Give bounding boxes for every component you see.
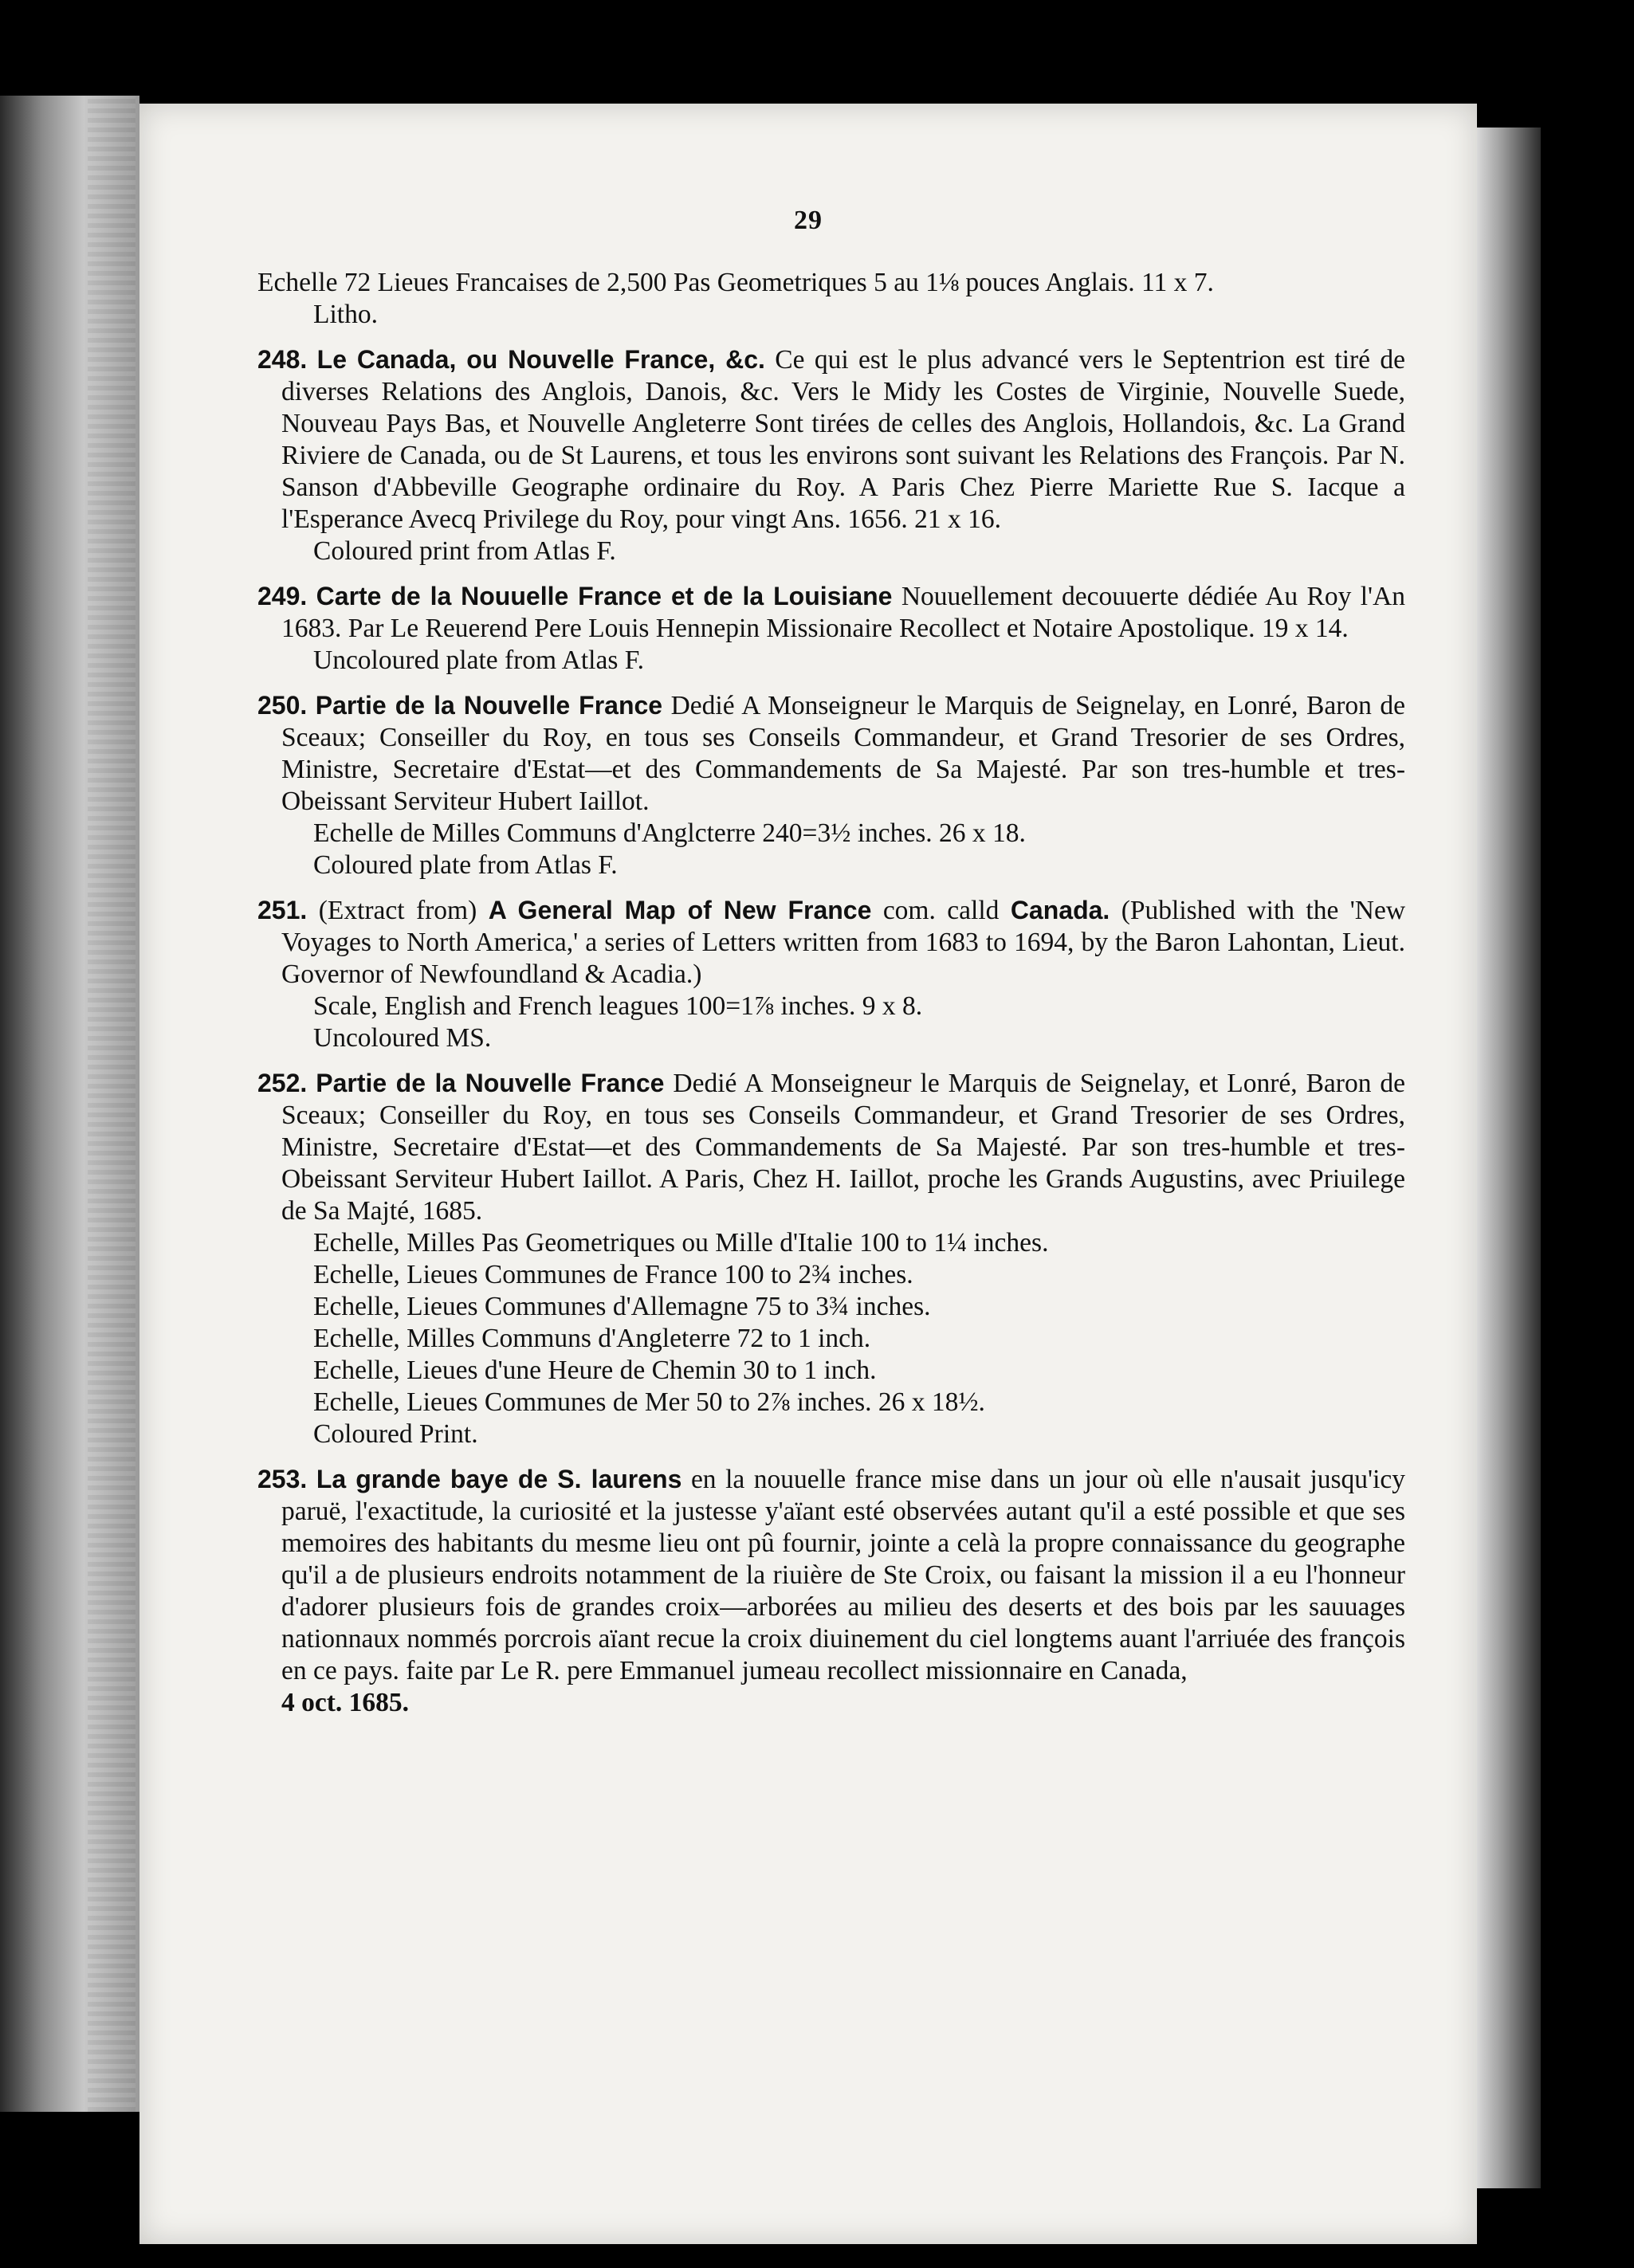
entry-title: Le Canada, ou Nouvelle France, &c. [316,345,765,374]
entry-title: Partie de la Nouvelle France [315,691,663,720]
entry-line: Scale, English and French leagues 100=1⅞ inches. 9 x 8. [313,991,923,1021]
entry-number: 251. [257,896,308,924]
book-page [139,104,1477,2244]
entry-mid: com. calld [882,896,1000,925]
entry-252 [257,1067,1405,1450]
entry-text: Ce qui est le plus advancé vers le Septentrion est tiré de diverses Relations des Anglois, Danois, &c. Vers le Midy les Costes de Virginie, Nouvelle Suede, Nouveau Pays Bas, et Nouvelle Angleterre Sont tirées de celles des Anglois, Hollandois, &c. La Grand Riviere de Canada, ou de St Laurens, et tous les environs sont suivant les Relations des François. Par N. Sanson d'Abbeville Geographe ordinaire du Roy. A Paris Chez Pierre Mariette Rue S. Iacque a l'Esperance Avecq Privilege du Roy, pour vingt Ans. 1656. 21 x 16. [281,345,1406,534]
entry-line: Uncoloured MS. [313,1023,492,1053]
entry-body [257,894,1405,991]
entry-title: Carte de la Nouuelle France et de la Louisiane [316,582,893,610]
entry-date: 4 oct. 1685. [281,1688,410,1717]
entry-line: Coloured print from Atlas F. [313,536,616,566]
entry-body [257,1067,1405,1227]
entry-number: 249. [257,582,308,610]
entry-body [257,580,1405,645]
entry-line: Uncoloured plate from Atlas F. [313,645,645,675]
entry-line: Echelle, Lieues d'une Heure de Chemin 30 to 1 inch. [313,1356,877,1385]
entry-number: 252. [257,1069,308,1097]
entry-text: (Published with the 'New Voyages to North America,' a series of Letters written from 1683 to 1694, by the Baron Lahontan, Lieut. Governor of Newfoundland & Acadia.) [281,896,1406,989]
entry-line: Echelle de Milles Communs d'Anglcterre 240=3½ inches. 26 x 18. [313,818,1026,848]
entry-continuation [257,267,1405,331]
page-number: 29 [794,206,823,235]
entry-body [257,1463,1405,1687]
entry-249 [257,580,1405,677]
entry-line: Echelle, Lieues Communes d'Allemagne 75 to 3¾ inches. [313,1292,931,1321]
entry-251 [257,894,1405,1054]
book-spine-shadow [1477,128,1541,2188]
entry-prefix: (Extract from) [318,896,477,925]
entry-line: Echelle, Lieues Communes de Mer 50 to 2⅞ inches. 26 x 18½. [313,1387,985,1417]
entry-line: Coloured plate from Atlas F. [313,850,618,880]
entry-title: A General Map of New France [488,896,872,924]
left-page-edge [0,96,139,2112]
entry-body [257,689,1405,818]
entry-line: Echelle, Milles Communs d'Angleterre 72 to 1 inch. [313,1324,871,1353]
entry-number: 248. [257,345,308,374]
entry-text: Nouuellement decouuerte dédiée Au Roy l'An 1683. Par Le Reuerend Pere Louis Hennepin Missionaire Recollect et Notaire Apostolique. 19 x 14. [281,582,1406,643]
entry-line: Litho. [313,300,378,329]
entry-title: La grande baye de S. laurens [316,1465,682,1493]
entry-number: 250. [257,691,308,720]
entry-253 [257,1463,1405,1719]
entry-line: Coloured Print. [313,1419,478,1449]
entry-line: Echelle, Lieues Communes de France 100 to 2¾ inches. [313,1260,913,1289]
entry-text: en la nouuelle france mise dans un jour où elle n'ausait jusqu'icy paruë, l'exactitude, la curiosité et la justesse y'aïant esté observées autant qu'il a esté possible et que ses memoires des habitants du mesme lieu ont pû fournir, jointe a celà la propre connaissance du geographe qu'il a de plusieurs endroits notamment de la riuière de Ste Croix, ou faisant la mission il a eu l'honneur d'adorer plusieurs fois de grandes croix—arborées au milieu des deserts et des bois par les sauuages nationnaux nommés porcrois aïant recue la croix diuinement du ciel longtems auant l'arriuée des françois en ce pays. faite par Le R. pere Emmanuel jumeau recollect missionnaire en Canada, [281,1465,1406,1685]
entry-text: Dedié A Monseigneur le Marquis de Seignelay, et Lonré, Baron de Sceaux; Conseiller du Roy, en tous ses Conseils Commandeur, et Grand Tresorier de ses Ordres, Ministre, Secretaire d'Estat—et des Commandements de Sa Majesté. Par son tres-humble et tres-Obeissant Serviteur Hubert Iaillot. A Paris, Chez H. Iaillot, proche les Grands Augustins, avec Priuilege de Sa Majté, 1685. [281,1069,1406,1226]
entry-title: Partie de la Nouvelle France [316,1069,665,1097]
entry-250 [257,689,1405,881]
entry-title-secondary: Canada. [1010,896,1110,924]
entry-body [257,343,1405,536]
entry-text: Dedié A Monseigneur le Marquis de Seignelay, en Lonré, Baron de Sceaux; Conseiller du Roy, en tous ses Conseils Commandeur, et Grand Tresorier de ses Ordres, Ministre, Secretaire d'Estat—et des Commandements de Sa Majesté. Par son tres-humble et tres-Obeissant Serviteur Hubert Iaillot. [281,691,1406,816]
entry-248 [257,343,1405,567]
entry-line: Echelle 72 Lieues Francaises de 2,500 Pas Geometriques 5 au 1⅛ pouces Anglais. 11 x 7. [257,268,1214,297]
entry-number: 253. [257,1465,308,1493]
page-content [257,267,1405,1732]
entry-line: Echelle, Milles Pas Geometriques ou Mille d'Italie 100 to 1¼ inches. [313,1228,1049,1258]
